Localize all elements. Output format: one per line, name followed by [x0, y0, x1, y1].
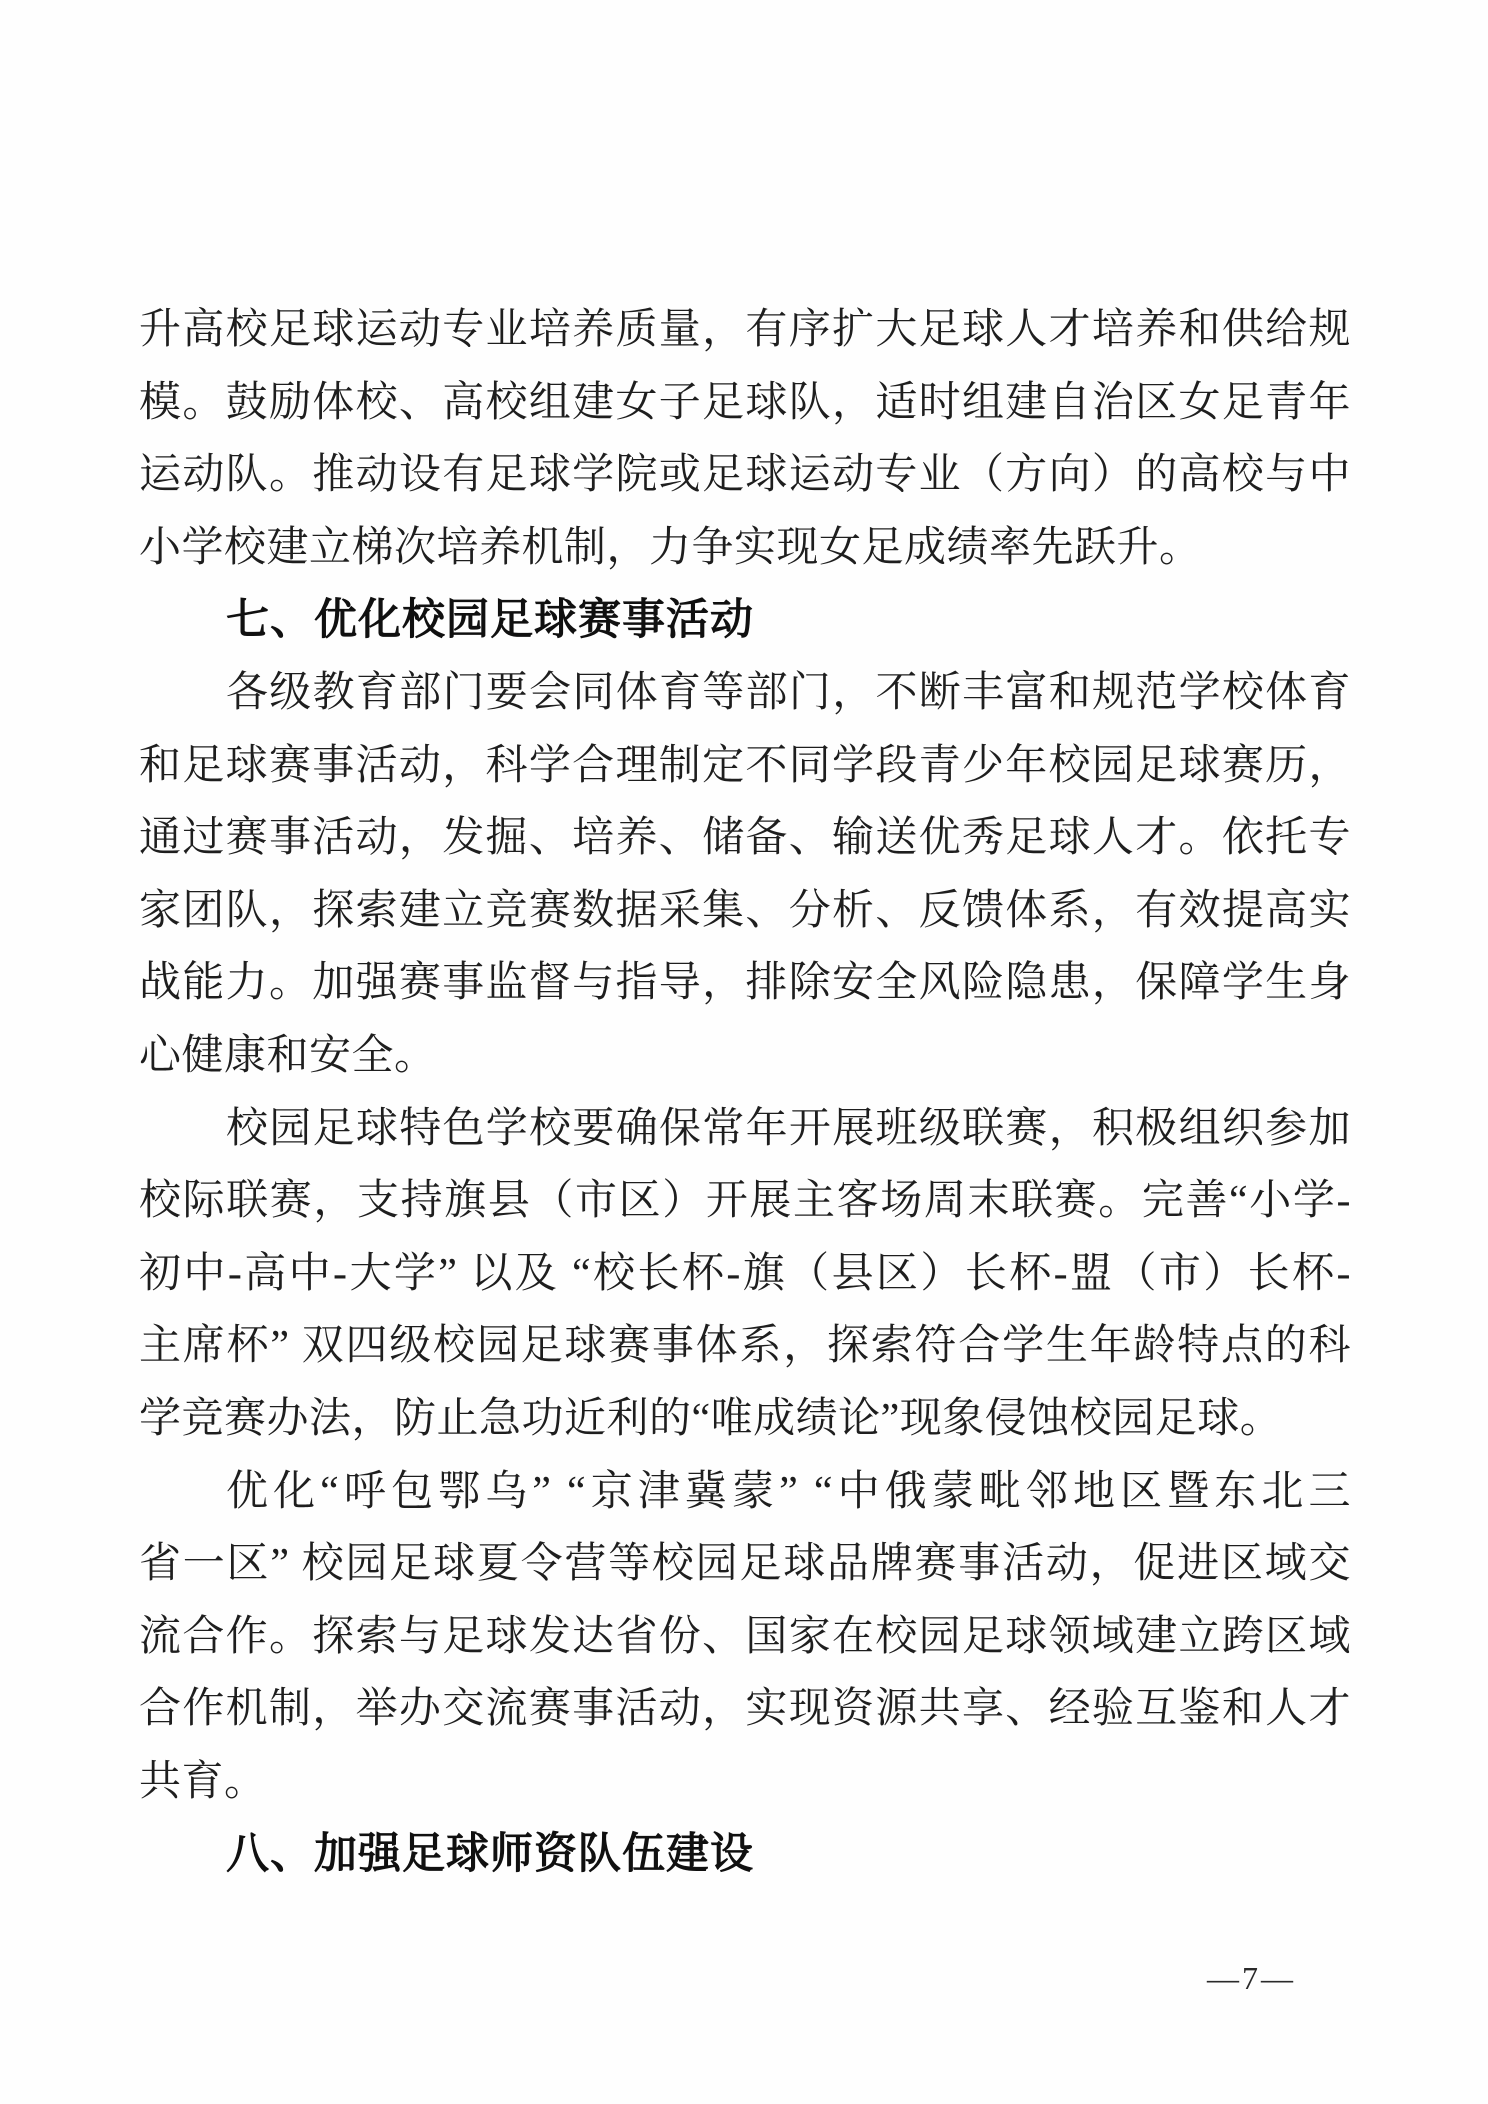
- body-line: 小学校建立梯次培养机制，力争实现女足成绩率先跃升。: [139, 524, 1202, 571]
- body-line: 家团队，探索建立竞赛数据采集、分析、反馈体系，有效提高实: [139, 887, 1351, 934]
- body-line: 省一区” 校园足球夏令营等校园足球品牌赛事活动，促进区域交: [139, 1541, 1351, 1588]
- body-line: 学竞赛办法，防止急功近利的“唯成绩论”现象侵蚀校园足球。: [139, 1395, 1283, 1442]
- body-line: 各级教育部门要会同体育等部门，不断丰富和规范学校体育: [226, 669, 1351, 716]
- body-line: 初中-高中-大学” 以及 “校长杯-旗（县区）长杯-盟（市）长杯-: [139, 1250, 1351, 1297]
- body-line: 流合作。探索与足球发达省份、国家在校园足球领域建立跨区域: [139, 1613, 1351, 1660]
- body-line: 主席杯” 双四级校园足球赛事体系，探索符合学生年龄特点的科: [139, 1323, 1351, 1370]
- body-line: 升高校足球运动专业培养质量，有序扩大足球人才培养和供给规: [139, 307, 1351, 353]
- body-line: 运动队。推动设有足球学院或足球运动专业（方向）的高校与中: [139, 452, 1351, 499]
- section-heading: 七、优化校园足球赛事活动: [226, 596, 754, 645]
- body-line: 和足球赛事活动，科学合理制定不同学段青少年校园足球赛历，: [139, 742, 1351, 789]
- body-line: 优化“呼包鄂乌” “京津冀蒙” “中俄蒙毗邻地区暨东北三: [226, 1468, 1351, 1515]
- body-line: 校际联赛，支持旗县（市区）开展主客场周末联赛。完善“小学-: [139, 1178, 1351, 1225]
- body-line: 校园足球特色学校要确保常年开展班级联赛，积极组织参加: [226, 1105, 1351, 1152]
- body-line: 共育。: [139, 1758, 267, 1805]
- body-line: 合作机制，举办交流赛事活动，实现资源共享、经验互鉴和人才: [139, 1686, 1351, 1733]
- body-line: 战能力。加强赛事监督与指导，排除安全风险隐患，保障学生身: [139, 960, 1351, 1007]
- body-line: 模。鼓励体校、高校组建女子足球队，适时组建自治区女足青年: [139, 379, 1351, 426]
- body-line: 心健康和安全。: [139, 1032, 437, 1079]
- section-heading: 八、加强足球师资队伍建设: [226, 1830, 754, 1879]
- body-line: 通过赛事活动，发掘、培养、储备、输送优秀足球人才。依托专: [139, 815, 1351, 862]
- page-number: —7—: [1207, 1960, 1296, 1996]
- document-body: [139, 294, 1351, 1891]
